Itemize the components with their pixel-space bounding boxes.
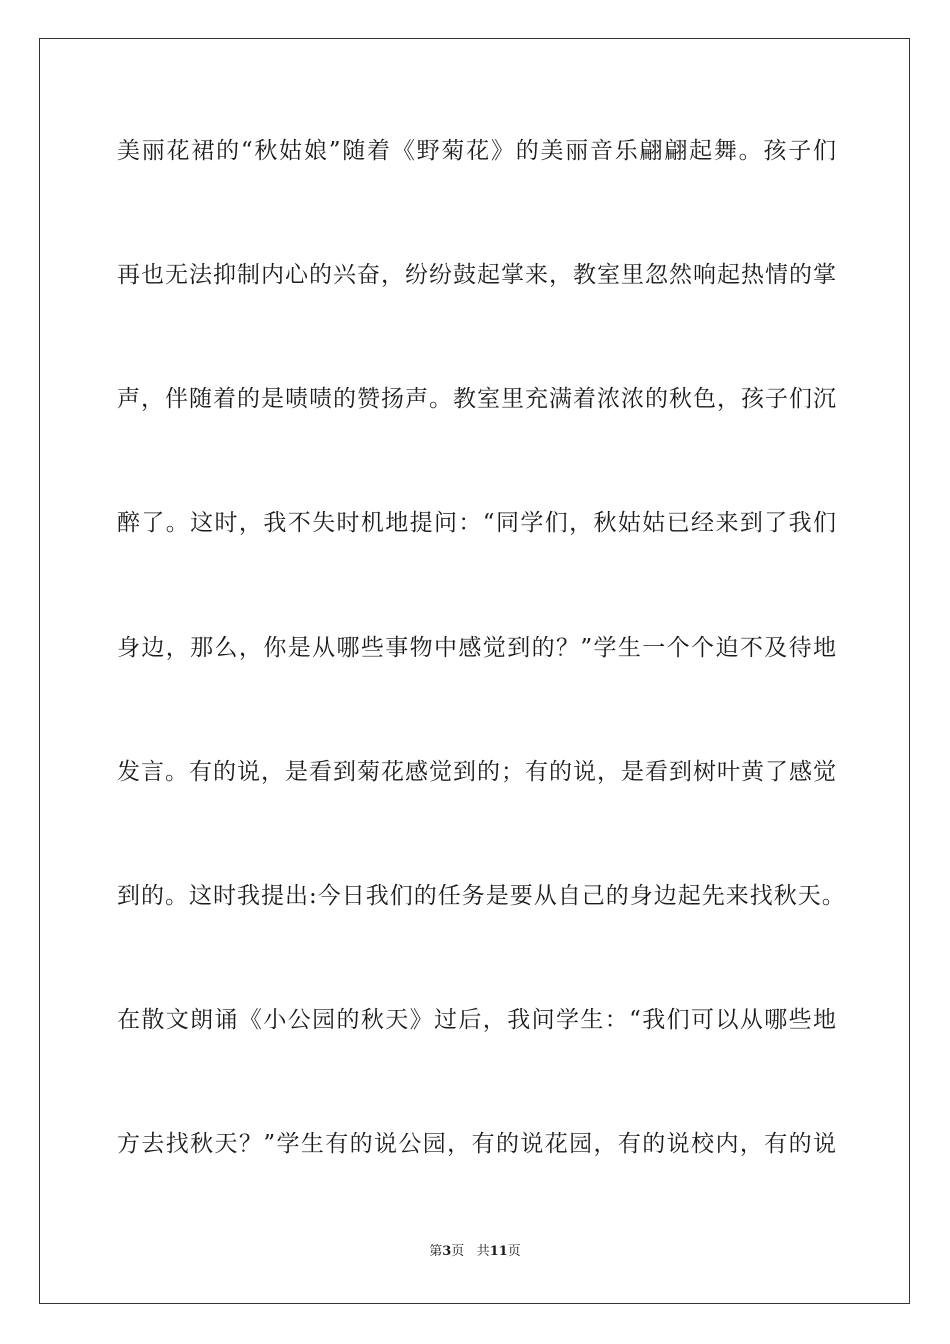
page-border	[39, 38, 910, 1304]
page-suffix: 页	[451, 1244, 465, 1259]
current-page-number: 3	[442, 1244, 452, 1259]
page-prefix: 第	[429, 1244, 443, 1259]
total-pages-number: 11	[489, 1244, 508, 1259]
total-suffix: 页	[507, 1244, 521, 1259]
text-line-5: 身边，那么，你是从哪些事物中感觉到的？”学生一个个迫不及待地	[117, 635, 837, 661]
text-line-4: 醉了。这时，我不失时机地提问：“同学们，秋姑姑已经来到了我们	[117, 510, 837, 536]
text-line-9: 方去找秋天？”学生有的说公园，有的说花园，有的说校内，有的说	[117, 1131, 837, 1157]
text-line-3: 声，伴随着的是啧啧的赞扬声。教室里充满着浓浓的秋色，孩子们沉	[117, 386, 837, 412]
text-line-2: 再也无法抑制内心的兴奋，纷纷鼓起掌来，教室里忽然响起热情的掌	[117, 262, 837, 288]
text-line-8: 在散文朗诵《小公园的秋天》过后，我问学生：“我们可以从哪些地	[117, 1007, 837, 1033]
page-footer	[0, 1243, 950, 1261]
text-line-6: 发言。有的说，是看到菊花感觉到的；有的说，是看到树叶黄了感觉	[117, 759, 837, 785]
text-line-7: 到的。这时我提出:今日我们的任务是要从自己的身边起先来找秋天。	[117, 883, 846, 909]
total-prefix: 共	[476, 1244, 490, 1259]
text-line-1: 美丽花裙的“秋姑娘”随着《野菊花》的美丽音乐翩翩起舞。孩子们	[117, 138, 837, 164]
